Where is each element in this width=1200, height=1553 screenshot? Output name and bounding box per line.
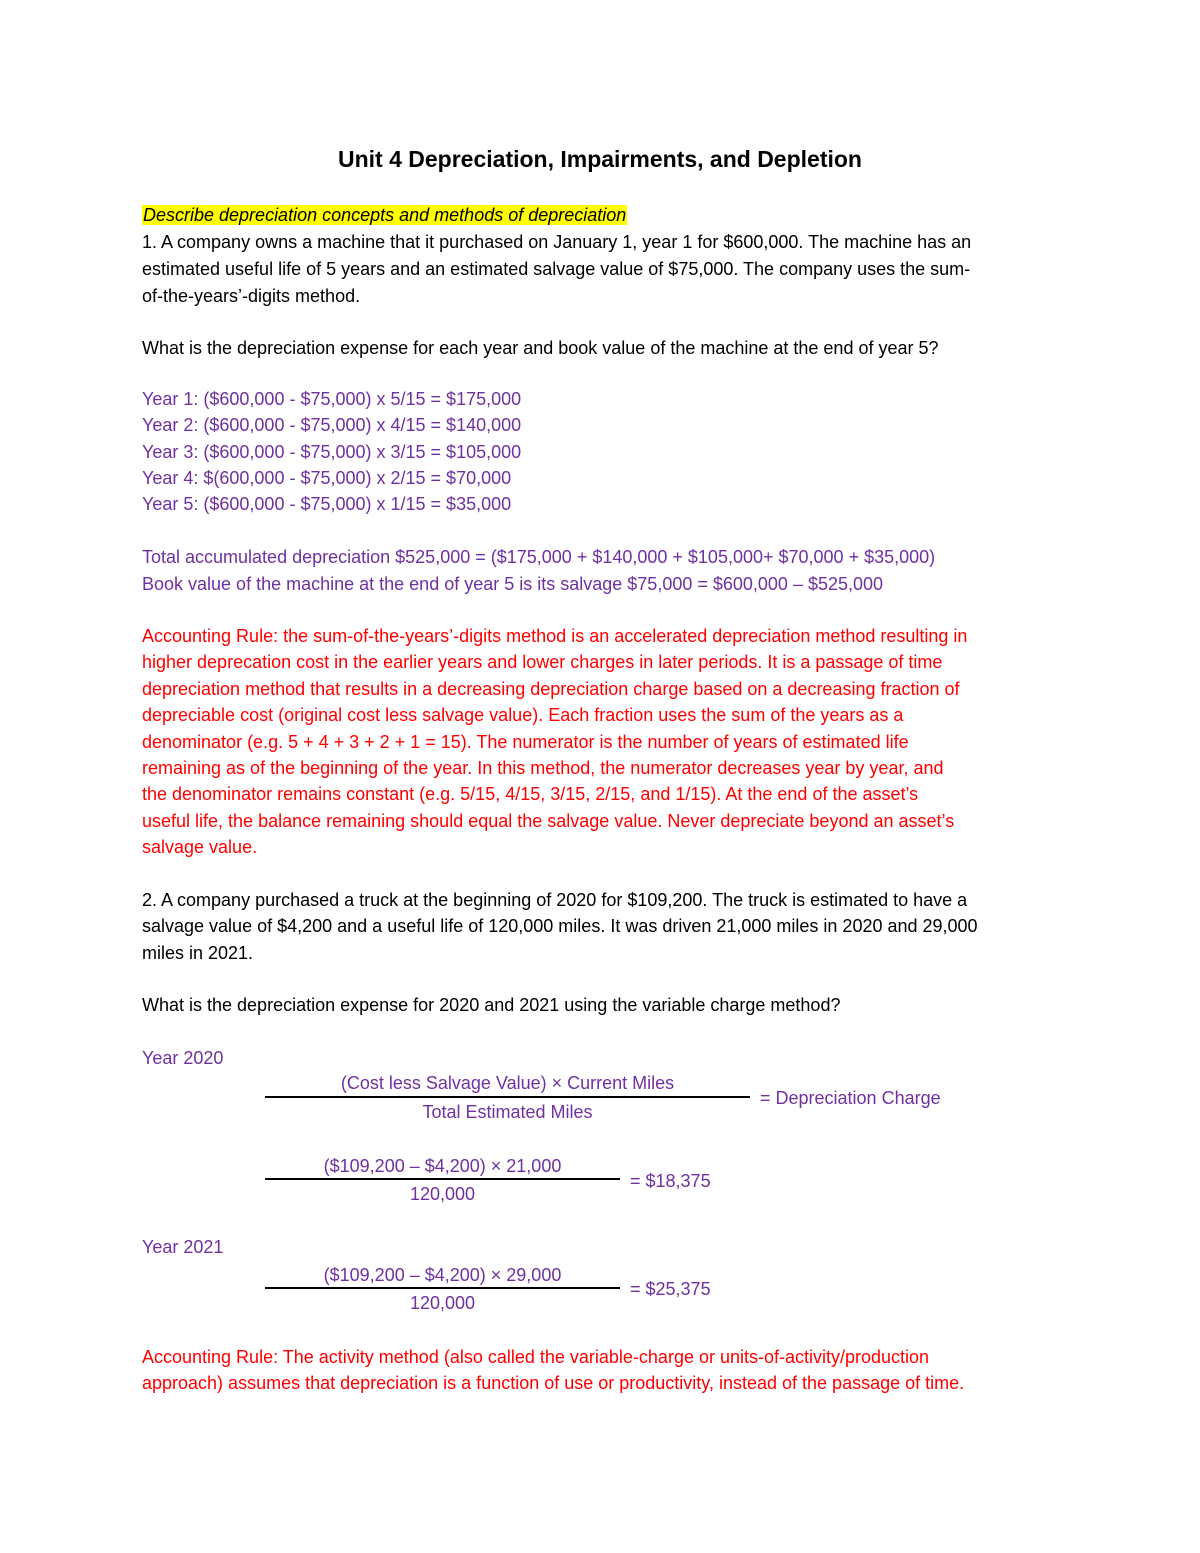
q2-rule-line-2: approach) assumes that depreciation is a function of use or productivity, instead of the passage of time. — [142, 1373, 965, 1393]
q1-rule-line-8: useful life, the balance remaining should equal the salvage value. Never depreciate beyond an asset’s — [142, 811, 955, 831]
calc-2021-numerator: ($109,200 – $4,200) × 29,000 — [323, 1265, 562, 1285]
page-title: Unit 4 Depreciation, Impairments, and Depletion — [338, 146, 862, 172]
q1-rule-line-5: denominator (e.g. 5 + 4 + 3 + 2 + 1 = 15). The numerator is the number of years of estimated life — [142, 732, 909, 752]
q1-prompt-line-3: of-the-years’-digits method. — [142, 286, 361, 306]
q1-rule-line-6: remaining as of the beginning of the year. In this method, the numerator decreases year by year, and — [142, 758, 944, 778]
q1-book-value: Book value of the machine at the end of year 5 is its salvage $75,000 = $600,000 – $525,000 — [142, 574, 884, 594]
q1-year-5: Year 5: ($600,000 - $75,000) x 1/15 = $35,000 — [142, 494, 512, 514]
section-heading-line — [142, 202, 627, 228]
calc-2020-fraction-bar — [265, 1178, 620, 1180]
q2-prompt-line-2: salvage value of $4,200 and a useful life of 120,000 miles. It was driven 21,000 miles in 2020 and 29,000 — [142, 916, 978, 936]
q2-year-2020-label: Year 2020 — [142, 1048, 224, 1068]
formula-fraction-bar — [265, 1096, 750, 1098]
q2-prompt-line-1: 2. A company purchased a truck at the beginning of 2020 for $109,200. The truck is estimated to have a — [142, 890, 968, 910]
q2-question: What is the depreciation expense for 2020 and 2021 using the variable charge method? — [142, 995, 841, 1015]
q2-prompt-line-3: miles in 2021. — [142, 943, 254, 963]
q1-total-depreciation: Total accumulated depreciation $525,000 = ($175,000 + $140,000 + $105,000+ $70,000 + $35,000) — [142, 547, 936, 567]
calc-2021-denominator: 120,000 — [409, 1293, 476, 1313]
formula-denominator: Total Estimated Miles — [422, 1102, 593, 1122]
q2-year-2021-label: Year 2021 — [142, 1237, 224, 1257]
calc-2020-result: = $18,375 — [630, 1171, 711, 1191]
q1-question: What is the depreciation expense for each year and book value of the machine at the end of year 5? — [142, 338, 939, 358]
q1-prompt-line-1: 1. A company owns a machine that it purchased on January 1, year 1 for $600,000. The machine has an — [142, 232, 972, 252]
calc-2021-result: = $25,375 — [630, 1279, 711, 1299]
q1-rule-line-2: higher deprecation cost in the earlier years and lower charges in later periods. It is a passage of time — [142, 652, 943, 672]
q1-year-2: Year 2: ($600,000 - $75,000) x 4/15 = $140,000 — [142, 415, 522, 435]
q1-rule-line-7: the denominator remains constant (e.g. 5/15, 4/15, 3/15, 2/15, and 1/15). At the end of the asset’s — [142, 784, 919, 804]
calc-2021-fraction-bar — [265, 1287, 620, 1289]
formula-result: = Depreciation Charge — [760, 1088, 941, 1108]
section-heading: Describe depreciation concepts and methods of depreciation — [143, 205, 627, 225]
q2-rule-line-1: Accounting Rule: The activity method (also called the variable-charge or units-of-activity/production — [142, 1347, 930, 1367]
q1-year-3: Year 3: ($600,000 - $75,000) x 3/15 = $105,000 — [142, 442, 522, 462]
q1-prompt-line-2: estimated useful life of 5 years and an estimated salvage value of $75,000. The company uses the sum- — [142, 259, 971, 279]
q1-rule-line-3: depreciation method that results in a decreasing depreciation charge based on a decreasing fraction of — [142, 679, 960, 699]
q1-rule-line-1: Accounting Rule: the sum-of-the-years’-digits method is an accelerated depreciation method resulting in — [142, 626, 968, 646]
calc-2020-denominator: 120,000 — [409, 1184, 476, 1204]
calc-2020-numerator: ($109,200 – $4,200) × 21,000 — [323, 1156, 562, 1176]
formula-numerator: (Cost less Salvage Value) × Current Miles — [340, 1073, 675, 1093]
q1-rule-line-9: salvage value. — [142, 837, 258, 857]
q1-rule-line-4: depreciable cost (original cost less salvage value). Each fraction uses the sum of the years as a — [142, 705, 904, 725]
q1-year-1: Year 1: ($600,000 - $75,000) x 5/15 = $175,000 — [142, 389, 522, 409]
q1-year-4: Year 4: $(600,000 - $75,000) x 2/15 = $70,000 — [142, 468, 512, 488]
